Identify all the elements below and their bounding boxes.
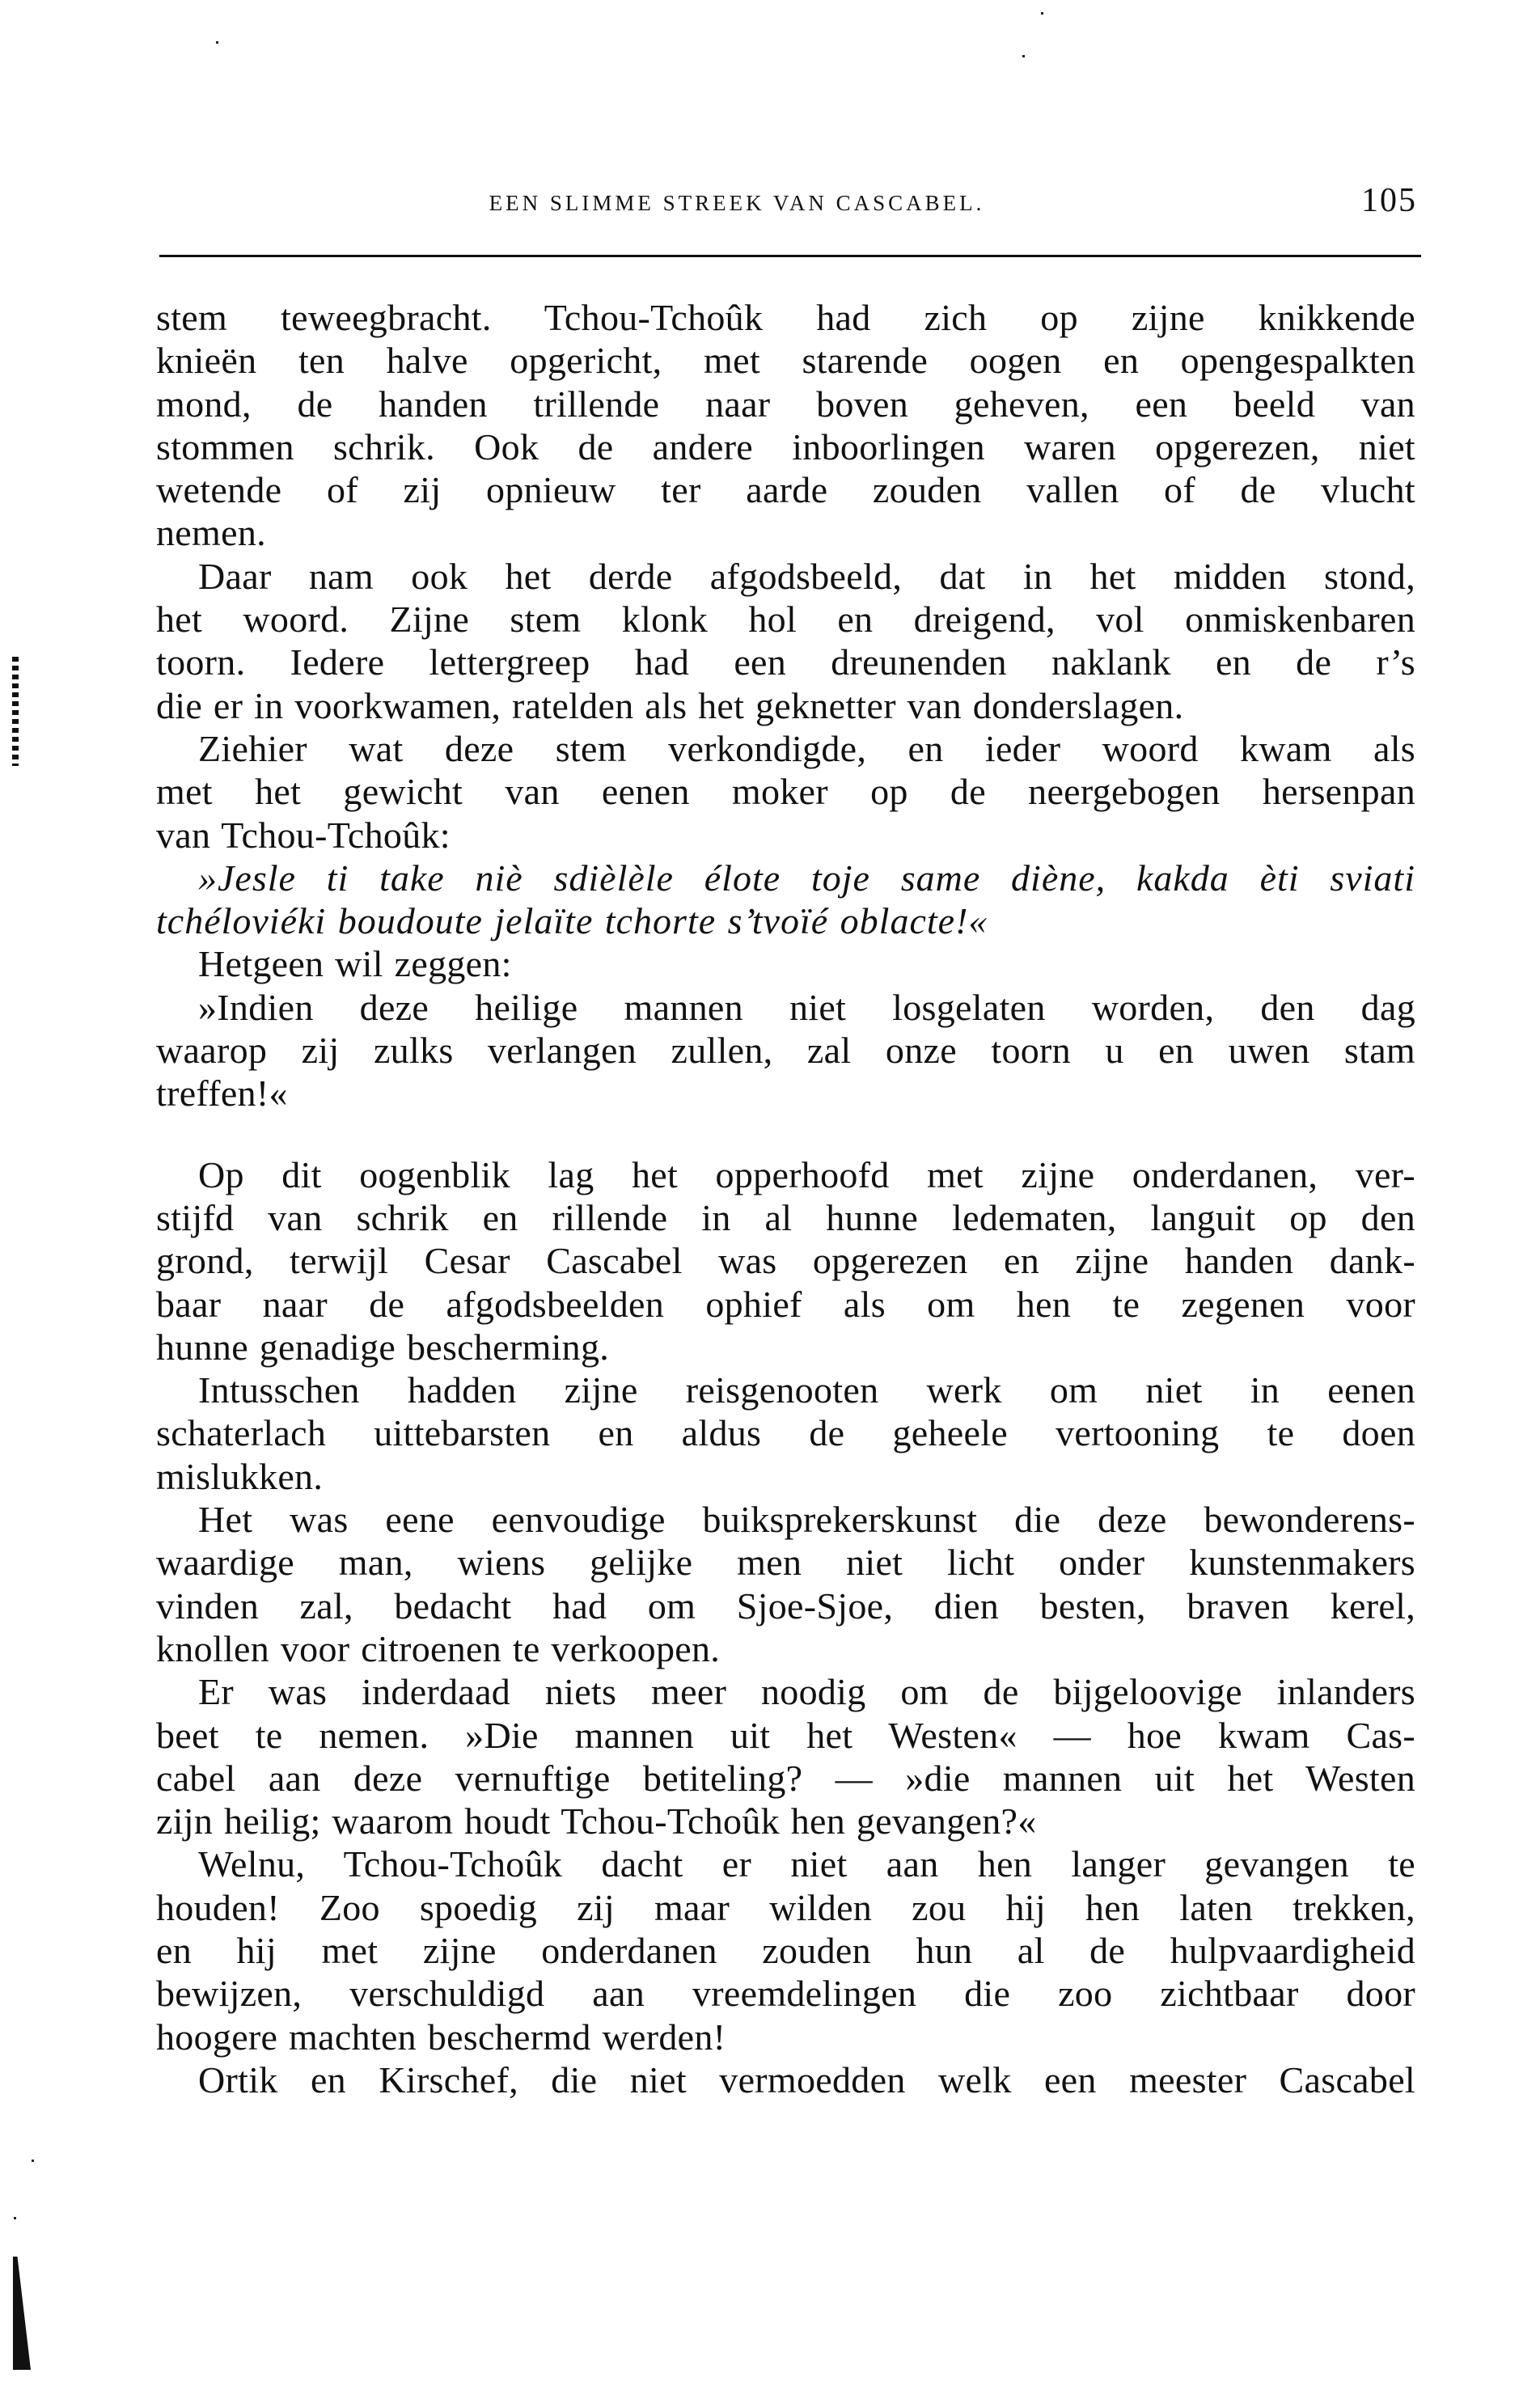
text-line: mond, de handen trillende naar boven geheven, een beeld van bbox=[156, 383, 1415, 425]
text-line: tchéloviéki boudoute jelaïte tchorte s’tvoïé oblacte!« bbox=[156, 900, 988, 942]
text-line: wetende of zij opnieuw ter aarde zouden vallen of de vlucht bbox=[156, 469, 1415, 511]
text-line: waarop zij zulks verlangen zullen, zal onze toorn u en uwen stam bbox=[156, 1030, 1415, 1072]
scan-artifact-margin bbox=[12, 657, 19, 766]
scan-speck bbox=[14, 2217, 16, 2219]
text-line: stommen schrik. Ook de andere inboorlingen waren opgerezen, niet bbox=[156, 425, 1415, 467]
text-line: beet te nemen. »Die mannen uit het Westen« — hoe kwam Cas- bbox=[156, 1714, 1415, 1756]
text-line: bewijzen, verschuldigd aan vreemdelingen die zoo zichtbaar door bbox=[156, 1973, 1415, 2015]
text-line: »Indien deze heilige mannen niet losgelaten worden, den dag bbox=[198, 986, 1415, 1028]
text-line: Ortik en Kirschef, die niet vermoedden welk een meester Cascabel bbox=[198, 2058, 1415, 2100]
text-line: die er in voorkwamen, ratelden als het geknetter van donderslagen. bbox=[156, 684, 1184, 726]
text-line: Op dit oogenblik lag het opperhoofd met zijne onderdanen, ver- bbox=[198, 1153, 1415, 1195]
text-line: Het was eene eenvoudige buiksprekerskunst die deze bewonderens- bbox=[198, 1499, 1415, 1541]
text-line: houden! Zoo spoedig zij maar wilden zou hij hen laten trekken, bbox=[156, 1886, 1415, 1928]
text-line: cabel aan deze vernuftige betiteling? — »die mannen uit het Westen bbox=[156, 1757, 1415, 1799]
text-line: Daar nam ook het derde afgodsbeeld, dat in het midden stond, bbox=[198, 555, 1415, 597]
scan-speck bbox=[1022, 55, 1025, 57]
body-text bbox=[156, 296, 1415, 2101]
text-line: Intusschen hadden zijne reisgenooten werk om niet in eenen bbox=[198, 1369, 1415, 1411]
text-line: Ziehier wat deze stem verkondigde, en ieder woord kwam als bbox=[198, 727, 1415, 769]
text-line: hoogere machten beschermd werden! bbox=[156, 2016, 726, 2058]
scan-artifact-corner bbox=[13, 2257, 31, 2370]
text-line: waardige man, wiens gelijke men niet licht onder kunstenmakers bbox=[156, 1542, 1415, 1584]
text-line: van Tchou-Tchoûk: bbox=[156, 814, 451, 856]
paragraph-break bbox=[156, 1115, 1415, 1153]
text-line: schaterlach uittebarsten en aldus de geheele vertooning te doen bbox=[156, 1412, 1415, 1454]
text-line: het woord. Zijne stem klonk hol en dreigend, vol onmiskenbaren bbox=[156, 599, 1415, 641]
text-line: knieën ten halve opgericht, met starende oogen en opengespalkten bbox=[156, 340, 1415, 382]
scan-speck bbox=[32, 2160, 34, 2162]
text-line: nemen. bbox=[156, 512, 266, 554]
text-line: stijfd van schrik en rillende in al hunne ledematen, languit op den bbox=[156, 1196, 1415, 1238]
text-line: en hij met zijne onderdanen zouden hun al de hulpvaardigheid bbox=[156, 1929, 1415, 1971]
text-line: stem teweegbracht. Tchou-Tchoûk had zich op zijne knikkende bbox=[156, 297, 1415, 338]
page-number: 105 bbox=[1361, 182, 1417, 219]
scan-speck bbox=[216, 41, 218, 44]
text-line: »Jesle ti take niè sdièlèle élote toje same diène, kakda èti sviati bbox=[198, 857, 1415, 899]
text-line: hunne genadige bescherming. bbox=[156, 1326, 610, 1368]
scan-speck bbox=[1041, 12, 1043, 15]
text-line: vinden zal, bedacht had om Sjoe-Sjoe, dien besten, braven kerel, bbox=[156, 1584, 1415, 1627]
running-title: EEN SLIMME STREEK VAN CASCABEL. bbox=[489, 191, 985, 215]
text-line: grond, terwijl Cesar Cascabel was opgerezen en zijne handen dank- bbox=[156, 1240, 1415, 1282]
text-line: baar naar de afgodsbeelden ophief als om hen te zegenen voor bbox=[156, 1283, 1415, 1325]
text-line: Er was inderdaad niets meer noodig om de bijgeloovige inlanders bbox=[198, 1671, 1415, 1713]
text-line: treffen!« bbox=[156, 1072, 288, 1115]
running-head bbox=[154, 180, 1417, 220]
text-line: Welnu, Tchou-Tchoûk dacht er niet aan hen langer gevangen te bbox=[198, 1843, 1415, 1885]
header-rule bbox=[159, 255, 1421, 257]
text-line: mislukken. bbox=[156, 1455, 324, 1497]
text-line: Hetgeen wil zeggen: bbox=[198, 943, 512, 985]
text-line: met het gewicht van eenen moker op de neergebogen hersenpan bbox=[156, 771, 1415, 813]
text-line: toorn. Iedere lettergreep had een dreunenden naklank en de r’s bbox=[156, 641, 1415, 683]
text-line: zijn heilig; waarom houdt Tchou-Tchoûk hen gevangen?« bbox=[156, 1800, 1037, 1842]
text-line: knollen voor citroenen te verkoopen. bbox=[156, 1627, 721, 1669]
